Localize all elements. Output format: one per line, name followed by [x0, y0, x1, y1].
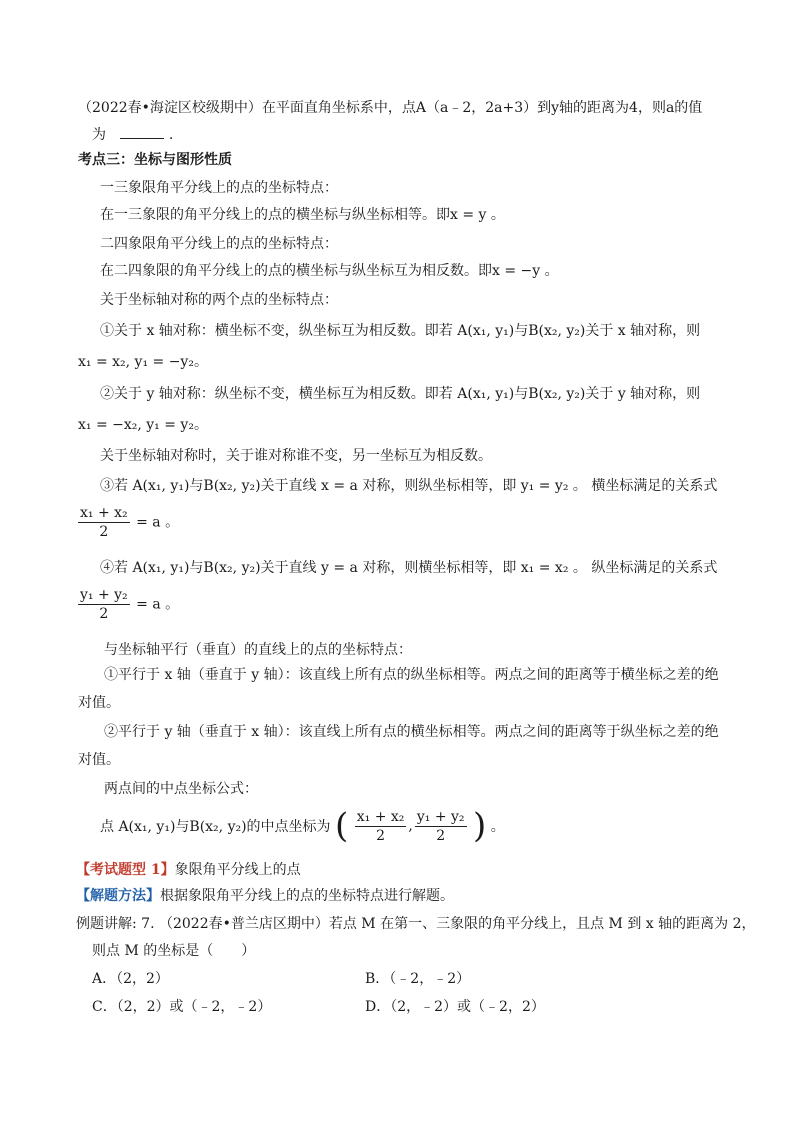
paragraph: 在二四象限的角平分线上的点的横坐标与纵坐标互为相反数。即x = −y 。 [100, 263, 559, 279]
paragraph: ②关于 y 轴对称：纵坐标不变，横坐标互为相反数。即若 A(x₁, y₁)与B(x₂, y₂)关于 y 轴对称，则 [100, 386, 701, 402]
paragraph: 关于坐标轴对称的两个点的坐标特点： [100, 292, 338, 308]
paragraph: ①平行于 x 轴（垂直于 y 轴）：该直线上所有点的纵坐标相等。两点之间的距离等于横坐标之差的绝 [104, 667, 719, 683]
fraction-denominator: 2 [99, 524, 109, 540]
question-type-tag: 【考试题型 1】 [76, 862, 175, 878]
paragraph: 对值。 [78, 752, 120, 768]
paragraph: 两点间的中点坐标公式： [104, 781, 258, 797]
paragraph: ④若 A(x₁, y₁)与B(x₂, y₂)关于直线 y = a 对称，则横坐标相等，即 x₁ = x₂ 。 纵坐标满足的关系式 [100, 560, 718, 576]
right-paren: ) [472, 806, 487, 846]
formula-tail: = a 。 [136, 596, 180, 613]
paragraph: x₁ = −x₂, y₁ = y₂。 [78, 417, 208, 433]
fraction-numerator: y₁ + y₂ [416, 808, 465, 825]
fraction [415, 808, 467, 845]
fraction-denominator: 2 [376, 827, 386, 844]
section-heading: 考点三：坐标与图形性质 [78, 152, 232, 168]
paragraph: ①关于 x 轴对称：横坐标不变，纵坐标互为相反数。即若 A(x₁, y₁)与B(x₂, y₂)关于 x 轴对称，则 [100, 323, 701, 339]
question-text-line1: （2022春•海淀区校级期中）在平面直角坐标系中，点A（a﹣2，2a+3）到y轴的距离为4，则a的值 [78, 100, 703, 116]
paragraph: ②平行于 y 轴（垂直于 x 轴）：该直线上所有点的横坐标相等。两点之间的距离等于纵坐标之差的绝 [104, 724, 719, 740]
answer-blank[interactable] [120, 124, 164, 139]
formula-prefix: 点 A(x₁, y₁)与B(x₂, y₂)的中点坐标为 [100, 819, 331, 835]
question-type-heading [76, 860, 301, 880]
question-text-line2 [92, 124, 173, 145]
formula-midpoint-y [76, 586, 179, 623]
left-paren: ( [335, 806, 349, 846]
fraction [78, 504, 130, 541]
method-text: 根据象限角平分线上的点的坐标特点进行解题。 [160, 888, 454, 904]
fraction-numerator: y₁ + y₂ [80, 587, 128, 603]
fraction-denominator: 2 [436, 827, 446, 844]
option-c[interactable]: C．（2，2）或（﹣2，﹣2） [92, 999, 272, 1015]
question-line2-suffix: . [168, 127, 174, 143]
paragraph: 在一三象限的角平分线上的点的横坐标与纵坐标相等。即x = y 。 [100, 207, 505, 223]
paragraph: 一三象限角平分线上的点的坐标特点： [100, 180, 338, 196]
paragraph: 对值。 [78, 695, 120, 711]
fraction [355, 808, 407, 845]
example-question-line2: 则点 M 的坐标是（ ） [92, 943, 256, 959]
option-d[interactable]: D．（2，﹣2）或（﹣2，2） [365, 999, 545, 1015]
paragraph: ③若 A(x₁, y₁)与B(x₂, y₂)关于直线 x = a 对称，则纵坐标相等，即 y₁ = y₂ 。 横坐标满足的关系式 [100, 478, 718, 494]
method-tag: 【解题方法】 [76, 888, 160, 904]
fraction [78, 586, 130, 623]
formula-midpoint: 点 A(x₁, y₁)与B(x₂, y₂)的中点坐标为 ( $\frac{\text{x₁ + x₂}}{2}$ , $\frac{\text{y₁ + y₂}}{2}$ ) 。 [100, 806, 505, 846]
question-type-title: 象限角平分线上的点 [174, 862, 301, 878]
example-question-line1: 例题讲解: 7. （2022春•普兰店区期中）若点 M 在第一、三象限的角平分线上，且点 M 到 x 轴的距离为 2， [76, 916, 756, 932]
fraction-denominator: 2 [99, 606, 109, 622]
fraction-numerator: x₁ + x₂ [356, 808, 405, 825]
option-a[interactable]: A．（2，2） [92, 971, 169, 987]
formula-midpoint-x [76, 504, 179, 541]
paragraph: 关于坐标轴对称时，关于谁对称谁不变，另一坐标互为相反数。 [100, 448, 492, 464]
method-line [76, 886, 454, 906]
formula-tail: 。 [490, 819, 505, 835]
paragraph: x₁ = x₂, y₁ = −y₂。 [78, 354, 208, 370]
option-b[interactable]: B．（﹣2，﹣2） [365, 971, 471, 987]
paragraph: 与坐标轴平行（垂直）的直线上的点的坐标特点： [104, 642, 412, 658]
paragraph: 二四象限角平分线上的点的坐标特点： [100, 236, 338, 252]
question-line2-prefix: 为 [92, 127, 106, 143]
fraction-numerator: x₁ + x₂ [80, 505, 128, 521]
formula-tail: = a 。 [136, 514, 180, 531]
